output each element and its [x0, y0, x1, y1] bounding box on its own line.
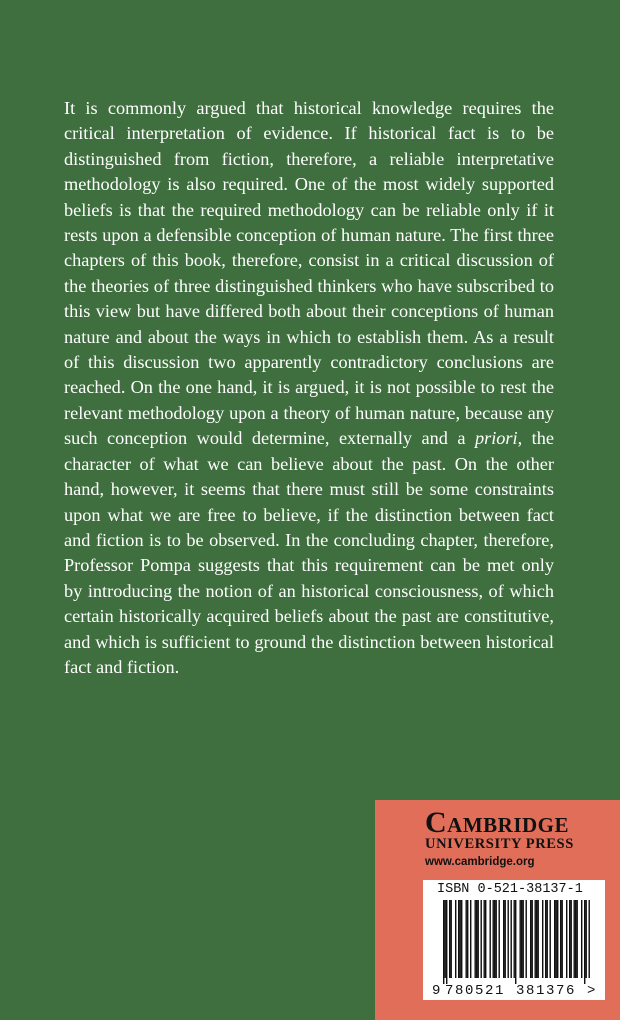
publisher-block — [375, 800, 620, 1020]
barcode-bar — [445, 900, 446, 978]
barcode-bar — [520, 900, 521, 978]
barcode-bar — [560, 900, 561, 978]
blurb-part-2: , the character of what we can believe about the past. On the other hand, however, it seems that there must still be some constraints upon what we are free to believe, if the distinction between fact and fiction is to be observed. In the concluding chapter, therefore, Professor Pompa suggests that this requirement can be met only by introducing the notion of an historical consciousness, of which certain historically acquired beliefs about the past are constitutive, and which is sufficient to ground the distinction between historical fact and fiction. — [64, 428, 554, 677]
barcode-bar — [460, 900, 461, 978]
barcode-digits-left: 780521 — [445, 983, 506, 998]
barcode-bars — [443, 900, 590, 984]
barcode-bar — [505, 900, 506, 978]
barcode-bar — [467, 900, 468, 978]
barcode-bar — [494, 900, 495, 978]
barcode-bar — [490, 900, 491, 978]
barcode-bar — [446, 900, 447, 984]
barcode-bar — [496, 900, 497, 978]
barcode-bar — [523, 900, 524, 978]
barcode-bar — [503, 900, 504, 978]
publisher-subtitle: UNIVERSITY PRESS — [425, 836, 574, 852]
barcode-digit-prefix: 9 — [432, 983, 441, 998]
barcode-bar — [475, 900, 476, 978]
barcode-bar — [521, 900, 522, 978]
barcode-bar — [581, 900, 582, 978]
barcode-bar — [550, 900, 551, 978]
barcode-bar — [577, 900, 578, 978]
barcode-bar — [562, 900, 563, 978]
blurb-text — [64, 96, 554, 680]
barcode-bar — [455, 900, 456, 978]
barcode-bar — [584, 900, 585, 984]
barcode-bar — [536, 900, 537, 978]
isbn-label: ISBN 0-521-38137-1 — [437, 882, 583, 897]
barcode-bar — [575, 900, 576, 978]
barcode-bar — [478, 900, 479, 978]
barcode-bar — [485, 900, 486, 978]
barcode-bar — [547, 900, 548, 978]
barcode-bar — [476, 900, 477, 978]
barcode-bar — [556, 900, 557, 978]
blurb-emphasis: priori — [474, 428, 518, 449]
barcode-bar — [499, 900, 500, 978]
barcode-bar — [557, 900, 558, 978]
barcode-bar — [526, 900, 527, 978]
barcode-bar — [484, 900, 485, 978]
barcode-bar — [545, 900, 546, 978]
barcode-bar — [571, 900, 572, 978]
barcode-bar — [511, 900, 512, 978]
publisher-website: www.cambridge.org — [425, 856, 535, 868]
barcode-bar — [589, 900, 590, 978]
barcode-bar — [574, 900, 575, 978]
barcode-bar — [586, 900, 587, 978]
barcode-bar — [470, 900, 471, 978]
barcode-digits-right: 381376 — [516, 983, 577, 998]
isbn-barcode — [431, 900, 599, 998]
barcode-digit-suffix: > — [587, 983, 596, 998]
barcode-bar — [449, 900, 450, 978]
barcode-bar — [493, 900, 494, 978]
barcode-bar — [542, 900, 543, 978]
barcode-panel — [423, 880, 605, 1000]
barcode-bar — [554, 900, 555, 978]
barcode-bar — [530, 900, 531, 978]
barcode-bar — [466, 900, 467, 978]
publisher-name: Cambridge — [425, 806, 570, 839]
barcode-bar — [532, 900, 533, 978]
barcode-bar — [535, 900, 536, 978]
barcode-bar — [508, 900, 509, 978]
barcode-bar — [538, 900, 539, 978]
barcode-bar — [569, 900, 570, 978]
barcode-bar — [461, 900, 462, 978]
barcode-bar — [458, 900, 459, 978]
barcode-bar — [515, 900, 516, 984]
blurb-part-1: It is commonly argued that historical knowledge requires the critical interpretation of evidence. If historical fact is to be distinguished from fiction, therefore, a reliable interpretative methodology is also required. One of the most widely supported beliefs is that the required methodology can be reliable only if it rests upon a defensible conception of human nature. The first three chapters of this book, therefore, consist in a critical discussion of the theories of three distinguished thinkers who have subscribed to this view but have differed both about their conceptions of human nature and about the ways in which to establish them. As a result of this discussion two apparently contradictory conclusions are reached. On the one hand, it is argued, it is not possible to rest the relevant methodology upon a theory of human nature, because any such conception would determine, externally and a — [64, 98, 554, 449]
barcode-bar — [566, 900, 567, 978]
barcode-bar — [451, 900, 452, 978]
barcode-bar — [443, 900, 444, 984]
barcode-bar — [514, 900, 515, 978]
barcode-bar — [481, 900, 482, 978]
